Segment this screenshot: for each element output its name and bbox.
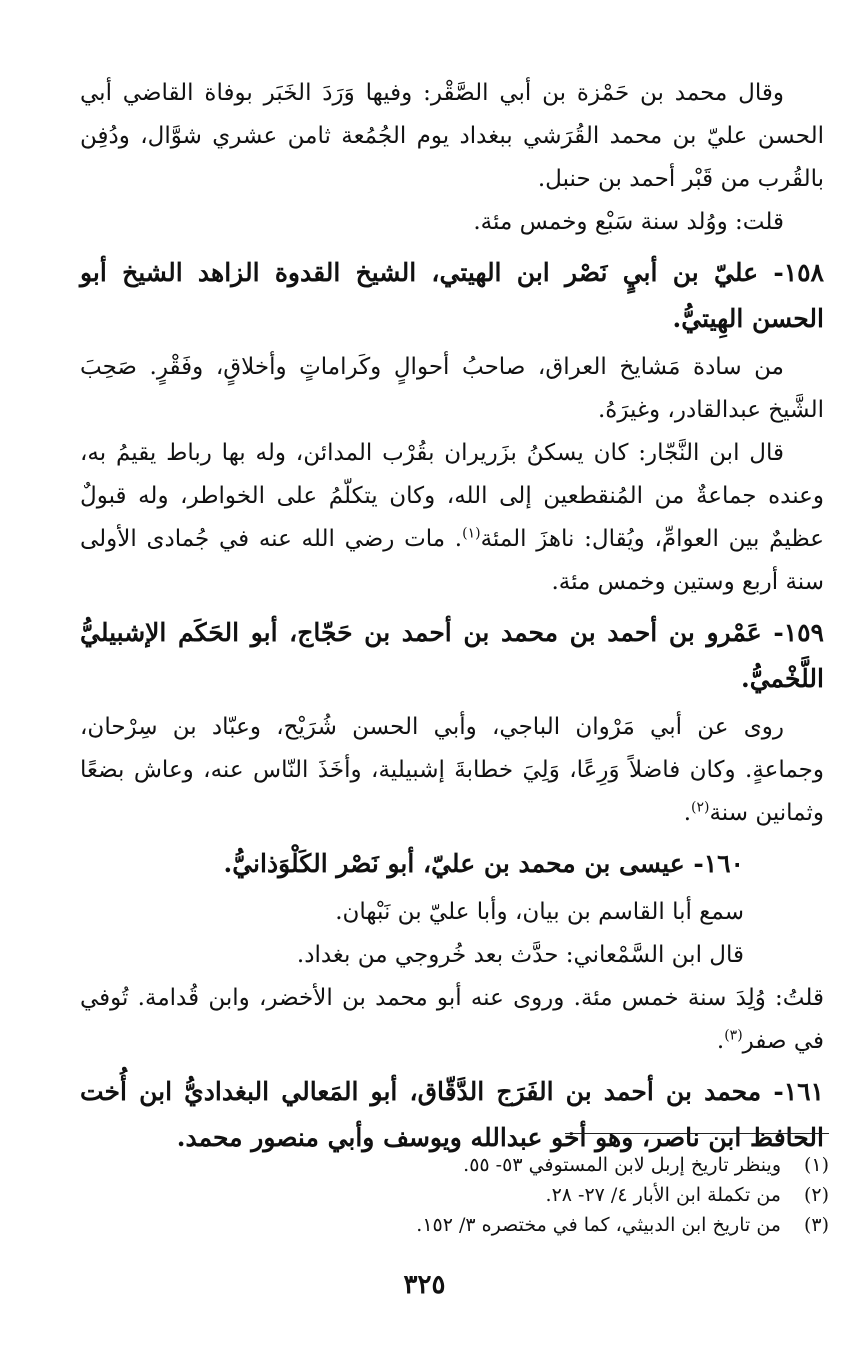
paragraph: قلت: ووُلد سنة سَبْع وخمس مئة. [473,209,784,235]
footnote-ref[interactable]: (١) [462,525,481,542]
paragraph [80,977,824,1063]
entry-heading-158: ١٥٨- عليّ بن أبيٍ نَصْر ابن الهيتي، الشيخ القدوة الزاهد الشيخ أبو الحسن الهِيتيُّ. [80,258,824,333]
footnote-text: من تاريخ ابن الدبيثي، كما في مختصره ٣/ ١٥٢. [416,1214,781,1236]
main-text [80,72,824,1165]
footnote-ref[interactable]: (٣) [724,1027,743,1044]
paragraph [80,432,824,604]
paragraph: وقال محمد بن حَمْزة بن أبي الصَّقْر: وفيها وَرَدَ الخَبَر بوفاة القاضي أبي الحسن عليّ بن محمد القُرَشي ببغداد يوم الجُمُعة ثامن عشري شوَّال، ودُفِن بالقُرب من قَبْر أحمد بن حنبل. [80,80,824,192]
paragraph: من سادة مَشايخ العراق، صاحبُ أحوالٍ وكَراماتٍ وأخلاقٍ، وفَقْرٍ. صَحِبَ الشَّيخ عبدالقادر، وغيرَهُ. [80,354,824,423]
paragraph: قال ابن السَّمْعاني: حدَّث بعد خُروجي من بغداد. [296,942,744,968]
paragraph-text: قلتُ: وُلِدَ سنة خمس مئة. وروى عنه أبو محمد بن الأخضر، وابن قُدامة. تُوفي في صفر [80,985,824,1054]
footnote-ref[interactable]: (٢) [691,799,710,816]
footnote-text: وينظر تاريخ إربل لابن المستوفي ٥٣- ٥٥. [463,1154,781,1176]
paragraph-text: روى عن أبي مَرْوان الباجي، وأبي الحسن شُرَيْح، وعبّاد بن سِرْحان، وجماعةٍ. وكان فاضلاً وَرِعًا، وَلِيَ خطابةَ إشبيلية، وأخَذَ النّاس عنه، وعاش بضعًا وثمانين سنة [80,714,824,826]
footnote-number: (٢) [803,1184,829,1206]
footnote [85,1210,829,1240]
page-number: ٣٢٥ [403,1270,446,1300]
entry-heading-159: ١٥٩- عَمْرو بن أحمد بن محمد بن أحمد بن حَجّاج، أبو الحَكَم الإشبيليُّ اللَّخْميُّ. [80,618,824,693]
paragraph-text: . مات رضي الله عنه في جُمادى الأولى سنة أربع وستين وخمس مئة. [80,526,824,595]
footnote [85,1150,829,1180]
footnote-number: (١) [803,1154,829,1176]
footnote [85,1180,829,1210]
paragraph: سمع أبا القاسم بن بيان، وأبا عليّ بن نَبْهان. [335,899,744,925]
entry-heading-160: ١٦٠- عيسى بن محمد بن عليّ، أبو نَصْر الكَلْوَذانيُّ. [223,849,744,878]
paragraph-text: قال ابن النَّجّار: كان يسكنُ بزَريران بقُرْب المدائن، وله بها رباط يقيمُ به، وعنده جماعةٌ من المُنقطعين إلى الله، وكان يتكلّمُ على الخواطر، وله قبولٌ عظيمٌ بين العوامِّ، ويُقال: ناهزَ المئة [80,440,825,552]
footnote-divider [565,1133,829,1134]
footnote-number: (٣) [803,1214,829,1236]
entry-heading-161: ١٦١- محمد بن أحمد بن الفَرَج الدَّقّاق، أبو المَعالي البغداديُّ ابن أُخت الحافظ ابن ناصر، وهو أخو عبدالله ويوسف وأبي منصور محمد. [80,1077,824,1152]
paragraph-text: . [716,1028,725,1054]
footnotes [85,1150,829,1240]
footnote-text: من تكملة ابن الأبار ٤/ ٢٧- ٢٨. [545,1184,781,1206]
paragraph [80,706,824,835]
paragraph-text: . [683,800,691,826]
